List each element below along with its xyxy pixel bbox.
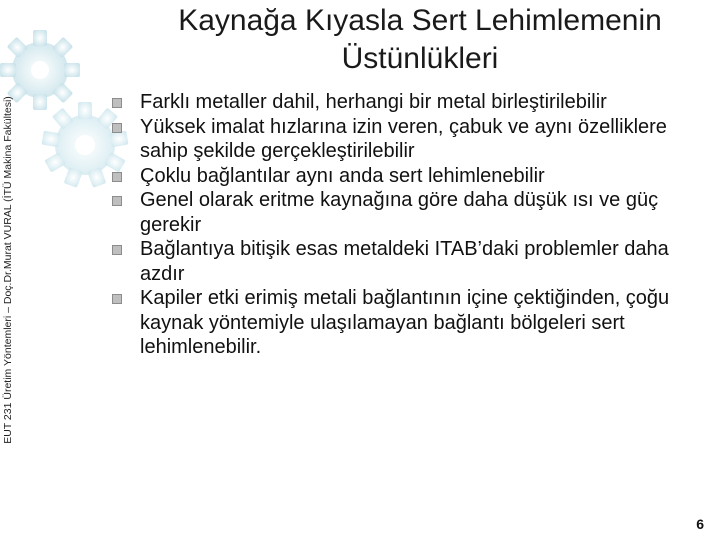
title-line-2: Üstünlükleri (341, 42, 499, 75)
bullet-text: Yüksek imalat hızlarına izin veren, çabuk ve aynı özelliklere sahip şekilde gerçekleştirilebilir (140, 115, 667, 162)
bullet-item (112, 188, 712, 237)
bullet-text: Genel olarak eritme kaynağına göre daha düşük ısı ve güç gerekir (140, 189, 659, 236)
gears-icon (0, 0, 130, 240)
bullet-item (112, 286, 712, 360)
bullet-text: Kapiler etki erimiş metali bağlantının içine çektiğinden, çoğu kaynak yöntemiyle ulaşılamayan bağlantı bölgeleri sert lehimlenebilir. (140, 287, 670, 358)
bullet-item (112, 90, 712, 115)
title-line-1: Kaynağa Kıyasla Sert Lehimlemenin (178, 4, 662, 37)
square-bullet-icon (112, 172, 122, 182)
square-bullet-icon (112, 245, 122, 255)
slide-title (120, 2, 720, 78)
bullet-item (112, 237, 712, 286)
square-bullet-icon (112, 123, 122, 133)
page-number: 6 (696, 516, 704, 532)
bullet-item (112, 164, 712, 189)
square-bullet-icon (112, 196, 122, 206)
bullet-text: Bağlantıya bitişik esas metaldeki ITAB’daki problemler daha azdır (140, 238, 669, 285)
course-footer-vertical: EUT 231 Üretim Yöntemleri – Doç.Dr.Murat VURAL (İTÜ Makina Fakültesi) (2, 96, 14, 444)
bullet-list (112, 90, 712, 360)
bullet-text: Çoklu bağlantılar aynı anda sert lehimlenebilir (140, 164, 545, 187)
bullet-item (112, 115, 712, 164)
square-bullet-icon (112, 294, 122, 304)
square-bullet-icon (112, 98, 122, 108)
bullet-text: Farklı metaller dahil, herhangi bir metal birleştirilebilir (140, 91, 607, 113)
